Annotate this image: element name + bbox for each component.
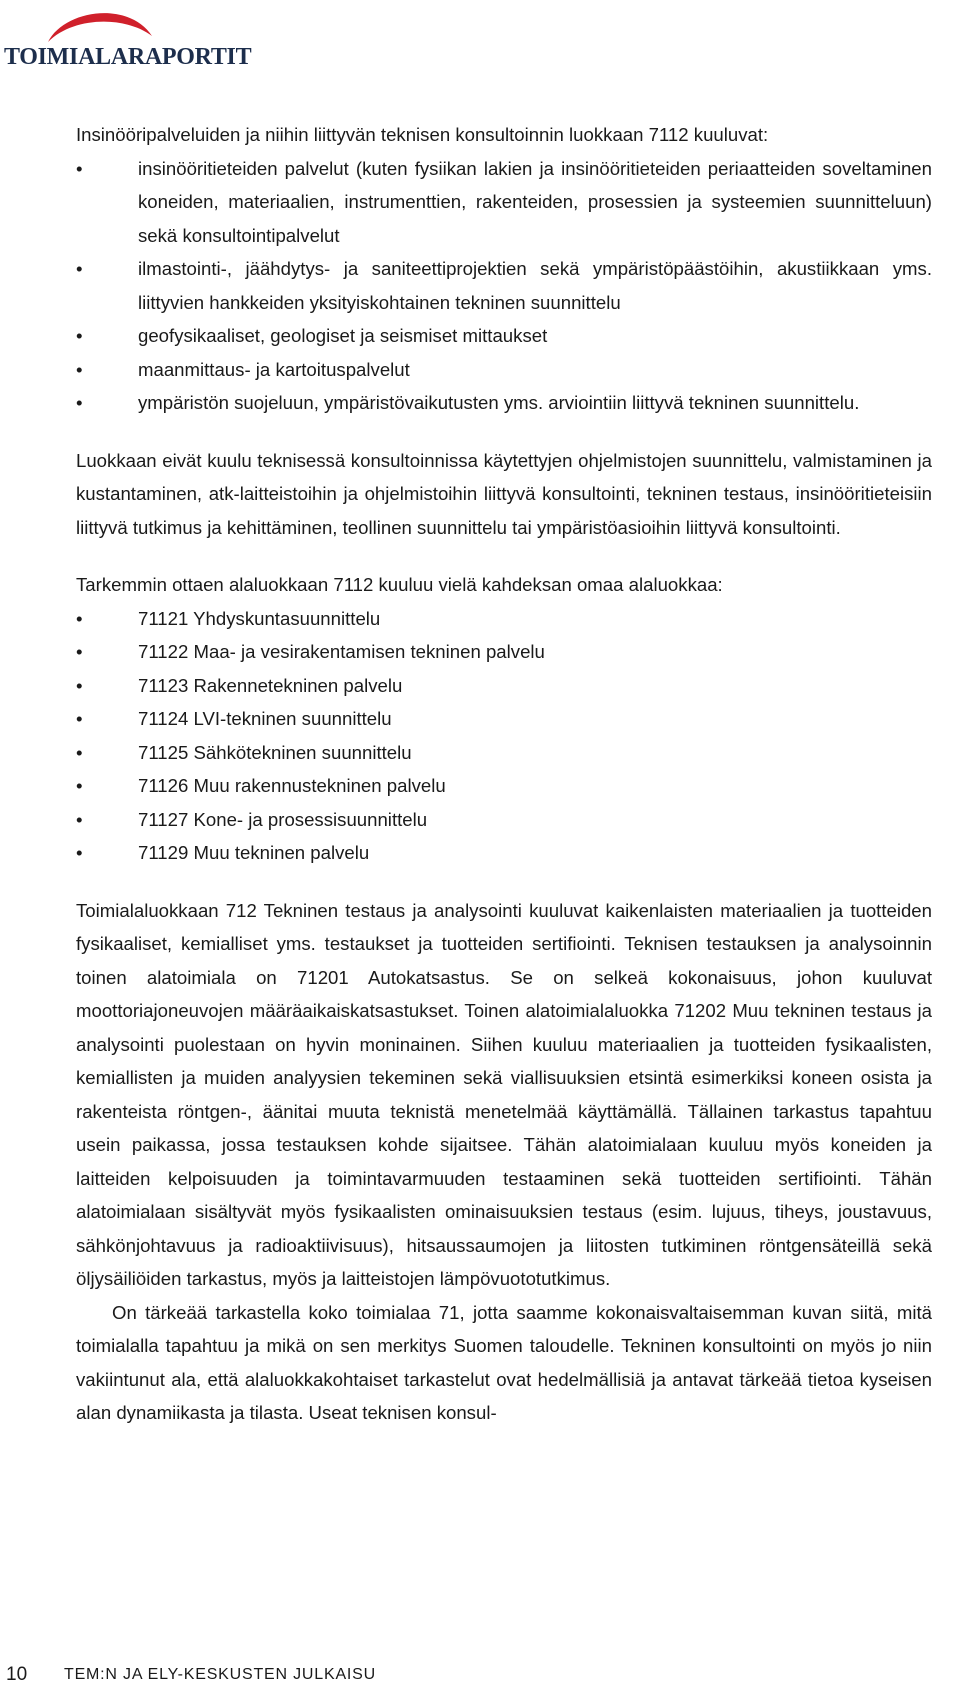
list-item: • 71122 Maa- ja vesirakentamisen tekninen palvelu <box>76 635 932 669</box>
bullet: • <box>76 392 83 413</box>
list-item: • 71129 Muu tekninen palvelu <box>76 836 932 870</box>
subclass-intro: Tarkemmin ottaen alaluokkaan 7112 kuuluu vielä kahdeksan omaa alaluokkaa: <box>76 574 723 595</box>
list-item: • ympäristön suojeluun, ympäristövaikutusten yms. arviointiin liittyvä tekninen suunnittelu. <box>76 386 932 420</box>
bullet: • <box>76 808 83 830</box>
list-item: • 71127 Kone- ja prosessisuunnittelu <box>76 803 932 837</box>
list-item: • 71125 Sähkötekninen suunnittelu <box>76 736 932 770</box>
bullet: • <box>76 708 83 729</box>
list-item: • 71124 LVI-tekninen suunnittelu <box>76 702 932 736</box>
exclusions-paragraph: Luokkaan eivät kuulu teknisessä konsultoinnissa käytettyjen ohjelmistojen suunnittelu, valmistaminen ja kustantaminen, atk-laitteistoihin ja ohjelmistoihin liittyvä konsultointi, tekninen testaus, insinööritieteisiin liittyvä tutkimus ja kehittäminen, teollinen suunnittelu tai ympäristöasioihin liittyvä konsultointi. <box>76 449 932 538</box>
bullet: • <box>76 157 83 179</box>
list-item: • geofysikaaliset, geologiset ja seismiset mittaukset <box>76 319 932 353</box>
list-item: • insinööritieteiden palvelut (kuten fysiikan lakien ja insinööritieteiden periaatteiden soveltaminen koneiden, materiaalien, instrumenttien, rakenteiden, prosessien ja systeemien suunnitteluun) sekä konsultointipalvelut <box>76 152 932 253</box>
subclass-list <box>76 602 932 870</box>
bullet: • <box>76 325 83 346</box>
final-paragraph: On tärkeää tarkastella koko toimialaa 71, jotta saamme kokonaisvaltaisemman kuvan siitä, mitä toimialalla tapahtuu ja mikä on sen merkitys Suomen taloudelle. Tekninen konsultointi on myös jo niin vakiintunut ala, että alaluokkakohtaiset tarkastelut ovat hedelmällisiä ja antavat tärkeää tietoa kyseisen alan dynamiikasta ja tilasta. Useat teknisen konsul- <box>76 1301 932 1423</box>
footer-text: TEM:N JA ELY-KESKUSTEN JULKAISU <box>64 1666 376 1683</box>
logo-swoosh-icon <box>44 6 156 46</box>
bullet: • <box>76 775 83 796</box>
list-item: • 71126 Muu rakennustekninen palvelu <box>76 769 932 803</box>
page-number: 10 <box>6 1664 28 1685</box>
bullet: • <box>76 358 83 380</box>
bullet: • <box>76 641 83 662</box>
testing-paragraph: Toimialaluokkaan 712 Tekninen testaus ja analysointi kuuluvat kaikenlaisten materiaalien ja tuotteiden fysikaaliset, kemialliset yms. testaukset ja tuotteiden sertifiointi. Teknisen testauksen ja analysoinnin toinen alatoimiala on 71201 Autokatsastus. Se on selkeä kokonaisuus, johon kuuluvat moottoriajoneuvojen määräaikaiskatsastukset. Toinen alatoimialaluokka 71202 Muu tekninen testaus ja analysointi puolestaan on hyvin moninainen. Siihen kuuluu materiaalien ja tuotteiden fysikaalisten, kemiallisten ja muiden analyysien tekeminen sekä viallisuuksien etsintä esimerkiksi koneen osista ja rakenteista röntgen-, äänitai muuta teknistä menetelmää käyttämällä. Tällainen tarkastus tapahtuu usein paikassa, jossa testauksen kohde sijaitsee. Tähän alatoimialaan kuuluu myös koneiden ja laitteiden kelpoisuuden ja toimintavarmuuden testaaminen sekä tuotteiden sertifiointi. Tähän alatoimialaan sisältyvät myös fysikaalisten ominaisuuksien testaus (esim. lujuus, tiheys, joustavuus, sähkönjohtavuus ja radioaktiivisuus), hitsaussaumojen ja liitosten tutkiminen röntgensäteillä sekä öljysäiliöiden tarkastus, myös ja laitteistojen lämpövuototutkimus. <box>76 899 932 1289</box>
bullet: • <box>76 674 83 696</box>
list-item: • 71121 Yhdyskuntasuunnittelu <box>76 602 932 636</box>
bullet: • <box>76 258 83 279</box>
bullet: • <box>76 842 83 863</box>
page-footer <box>0 1664 400 1688</box>
services-list <box>76 152 932 420</box>
logo-text: TOIMIALARAPORTIT <box>4 44 252 70</box>
document-body <box>76 118 932 1430</box>
toimialaraportit-logo <box>4 6 252 70</box>
intro-paragraph: Insinööripalveluiden ja niihin liittyvän teknisen konsultoinnin luokkaan 7112 kuuluvat: <box>76 124 769 145</box>
list-item: • maanmittaus- ja kartoituspalvelut <box>76 353 932 387</box>
bullet: • <box>76 741 83 763</box>
list-item: • 71123 Rakennetekninen palvelu <box>76 669 932 703</box>
bullet: • <box>76 607 83 629</box>
list-item: • ilmastointi-, jäähdytys- ja saniteettiprojektien sekä ympäristöpäästöihin, akustiikkaan yms. liittyvien hankkeiden yksityiskohtainen tekninen suunnittelu <box>76 252 932 319</box>
